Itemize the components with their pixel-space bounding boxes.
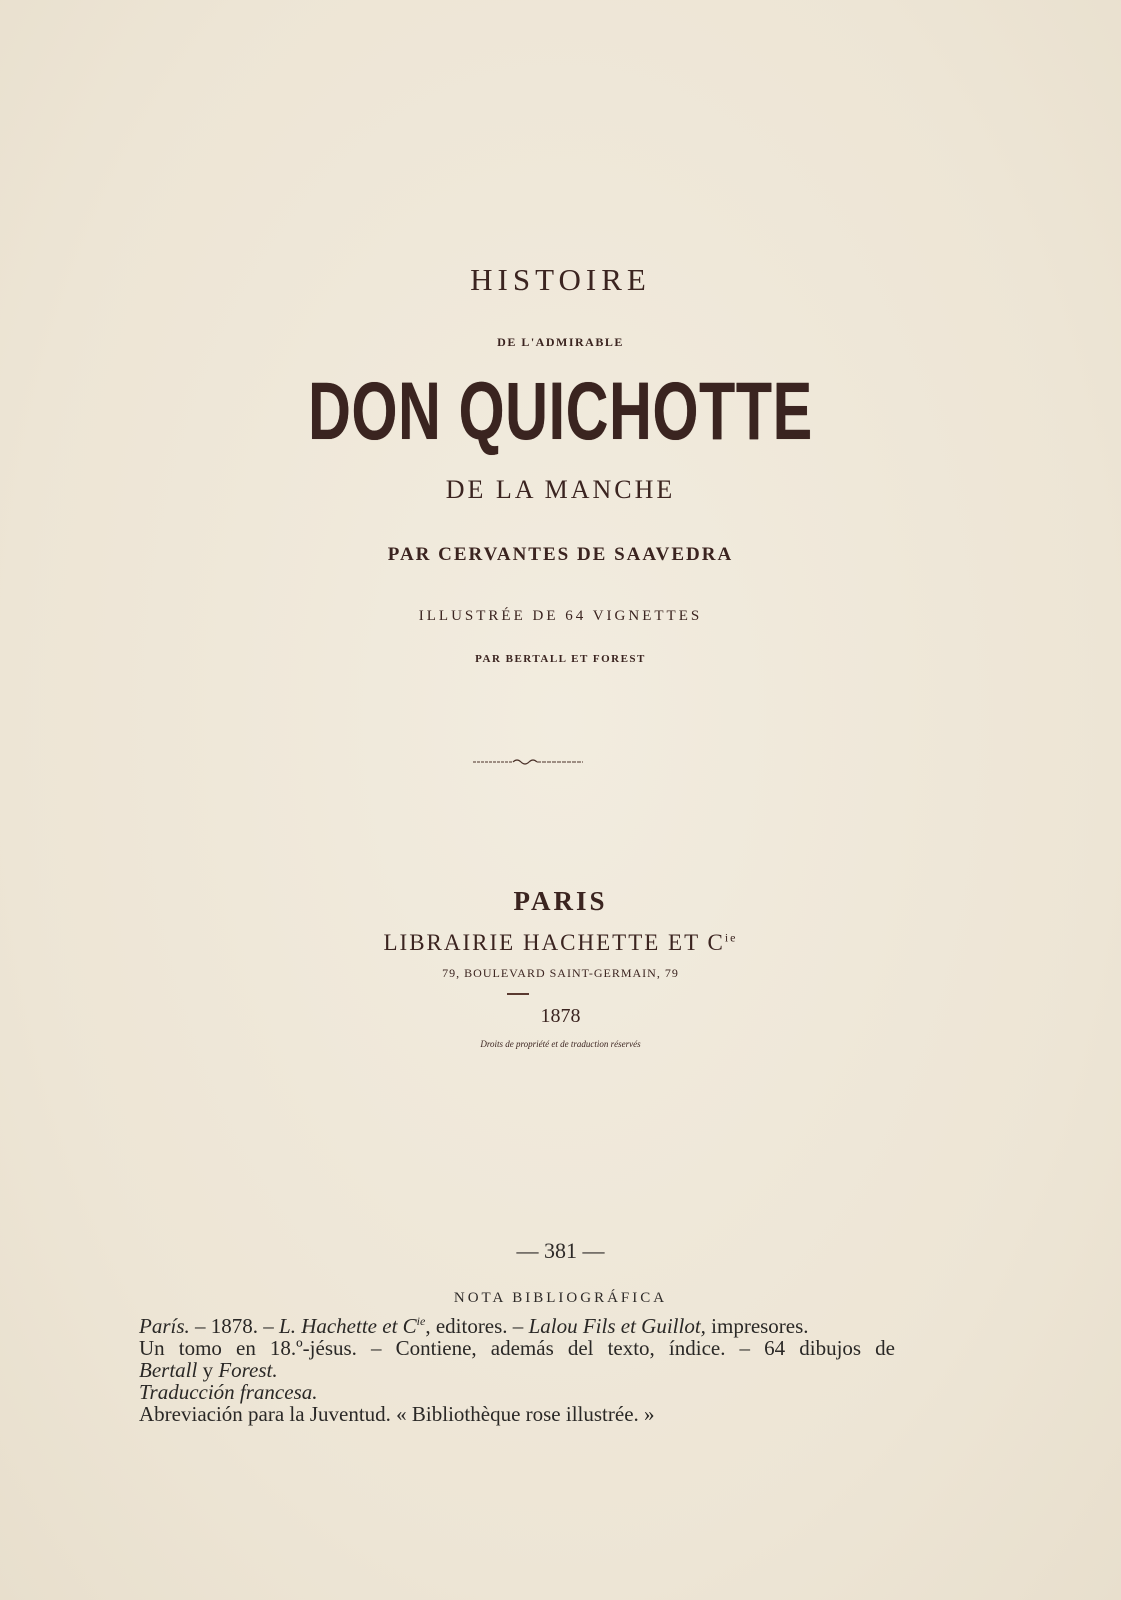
publisher-sup: ie	[724, 930, 738, 945]
short-rule	[507, 993, 529, 995]
note-line-4: Traducción francesa.	[139, 1380, 318, 1404]
note-publisher-role: , editores. –	[425, 1314, 529, 1338]
illustrators-line: PAR BERTALL ET FOREST	[475, 653, 646, 665]
illustrated-line: ILLUSTRÉE DE 64 VIGNETTES	[418, 608, 703, 624]
note-line-3	[139, 1359, 895, 1381]
title-histoire: HISTOIRE	[470, 262, 651, 297]
bibliographic-note	[139, 1310, 895, 1425]
note-line-2: Un tomo en 18.º-jésus. – Contiene, además del texto, índice. – 64 dibujos de	[139, 1336, 895, 1360]
city: PARIS	[513, 886, 608, 916]
note-illustrator-1: Bertall	[139, 1358, 198, 1382]
note-year: – 1878. –	[189, 1314, 280, 1338]
main-title: DON QUICHOTTE	[308, 366, 813, 457]
note-place: París.	[139, 1314, 190, 1338]
address-line: 79, BOULEVARD SAINT-GERMAIN, 79	[442, 966, 679, 980]
note-publisher-sup: ie	[416, 1314, 426, 1328]
title-de-la-manche: DE LA MANCHE	[445, 475, 676, 504]
note-publisher: L. Hachette et C	[279, 1314, 417, 1338]
note-conj: y	[197, 1358, 219, 1382]
nota-heading: NOTA BIBLIOGRÁFICA	[453, 1290, 668, 1306]
author-line: PAR CERVANTES DE SAAVEDRA	[387, 544, 734, 565]
note-line-5: Abreviación para la Juventud. « Bibliothèque rose illustrée. »	[139, 1402, 655, 1426]
publisher-line	[0, 930, 1121, 956]
rights-line: Droits de propriété et de traduction réservés	[480, 1039, 641, 1049]
publisher-name: LIBRAIRIE HACHETTE ET C	[383, 930, 725, 955]
note-printer: Lalou Fils et Guillot,	[528, 1314, 706, 1338]
note-illustrator-2: Forest.	[218, 1358, 278, 1382]
year: 1878	[540, 1005, 581, 1027]
title-de-ladmirable: DE L'ADMIRABLE	[497, 335, 624, 349]
page-number: — 381 —	[516, 1238, 605, 1263]
note-printer-role: impresores.	[705, 1314, 809, 1338]
ornament-divider	[473, 757, 583, 767]
note-line-1	[139, 1310, 895, 1337]
